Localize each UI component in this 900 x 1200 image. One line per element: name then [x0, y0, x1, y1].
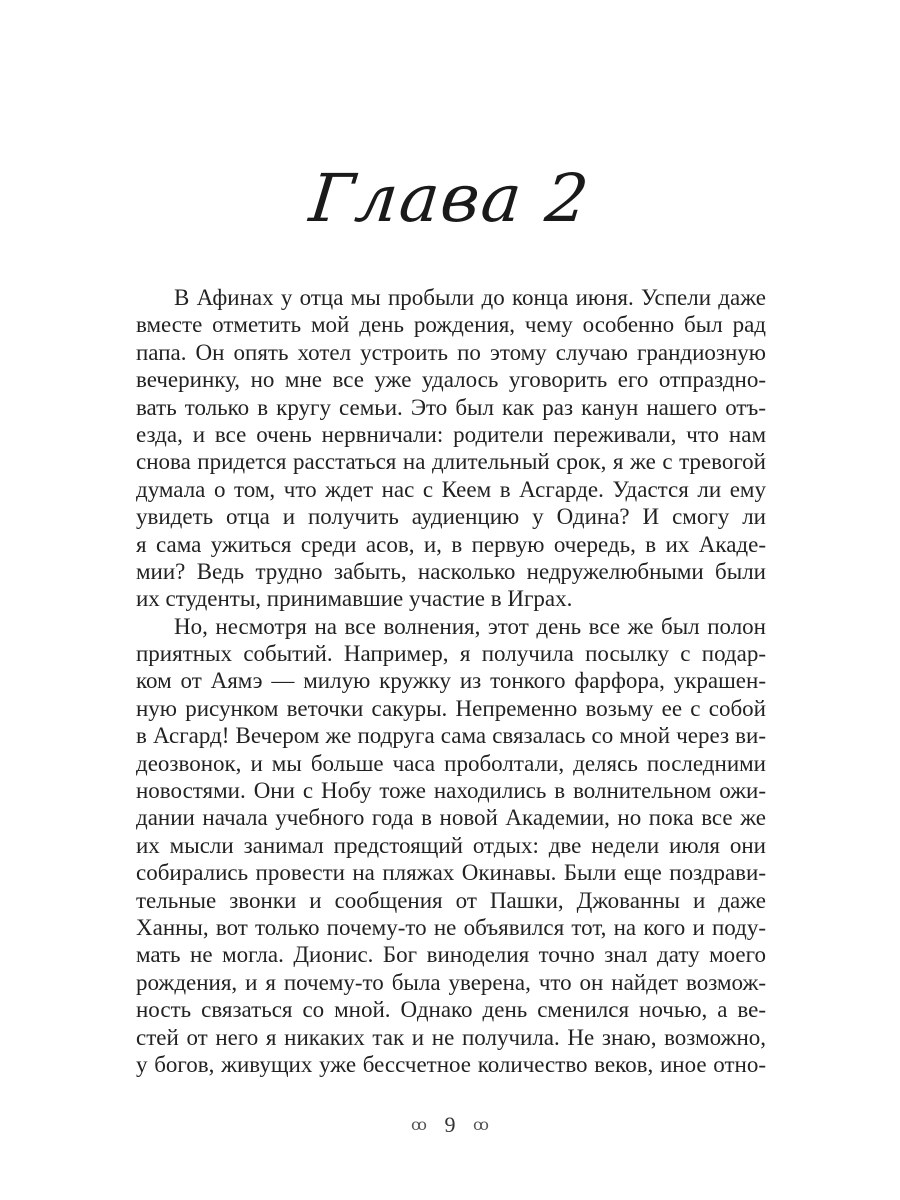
- text-line: вать только в кругу семьи. Это был как раз канун нашего отъ-: [136, 394, 766, 420]
- text-line: В Афинах у отца мы пробыли до конца июня. Успели даже: [174, 285, 766, 310]
- text-line: Ханны, вот только почему-то не объявился тот, на кого и поду-: [136, 914, 766, 940]
- text-line: ную рисунком веточки сакуры. Непременно возьму ее с собой: [136, 695, 766, 721]
- chapter-title: Глава 2: [306, 160, 594, 237]
- text-line: снова придется расстаться на длительный срок, я же с тревогой: [136, 449, 766, 475]
- text-line: я сама ужиться среди асов, и, в первую очередь, в их Акаде-: [136, 531, 766, 557]
- text-line: новостями. Они с Нобу тоже находились в волнительном ожи-: [136, 778, 766, 804]
- text-line: думала о том, что ждет нас с Кеем в Асгарде. Удастся ли ему: [136, 476, 766, 502]
- text-line: в Асгард! Вечером же подруга сама связалась со мной через ви-: [136, 723, 766, 749]
- text-line: их мысли занимал предстоящий отдых: две недели июля они: [136, 832, 766, 858]
- text-line: тельные звонки и сообщения от Пашки, Джованны и даже: [136, 887, 766, 913]
- page-footer: [0, 1110, 900, 1138]
- text-line: Но, несмотря на все волнения, этот день все же был полон: [174, 613, 766, 639]
- text-line: стей от него я никаких так и не получила. Не знаю, возможно,: [136, 1024, 766, 1050]
- text-line: езда, и все очень нервничали: родители переживали, что нам: [136, 421, 766, 447]
- ornament-right-icon: ꝏ: [473, 1116, 489, 1134]
- text-line: мать не могла. Дионис. Бог виноделия точно знал дату моего: [136, 942, 766, 968]
- chapter-body: [136, 284, 766, 1078]
- paragraph-1: [136, 284, 766, 613]
- text-line: папа. Он опять хотел устроить по этому случаю грандиозную: [136, 339, 766, 365]
- text-line: собирались провести на пляжах Окинавы. Были еще поздрави-: [136, 860, 766, 886]
- text-line: мии? Ведь трудно забыть, насколько недружелюбными были: [136, 558, 766, 584]
- ornament-left-icon: ꝏ: [411, 1116, 427, 1134]
- text-line: вместе отметить мой день рождения, чему особенно был рад: [136, 312, 766, 338]
- text-line: ком от Аямэ — милую кружку из тонкого фарфора, украшен-: [136, 668, 766, 694]
- page-number: 9: [444, 1111, 456, 1137]
- text-line: рождения, и я почему-то была уверена, что он найдет возмож-: [136, 969, 766, 995]
- text-line: их студенты, принимавшие участие в Играх.: [136, 586, 573, 612]
- text-line: приятных событий. Например, я получила посылку с подар-: [136, 641, 766, 667]
- text-line: деозвонок, и мы больше часа проболтали, делясь последними: [136, 750, 766, 776]
- text-line: ность связаться со мной. Однако день сменился ночью, а ве-: [136, 997, 766, 1023]
- text-line: дании начала учебного года в новой Академии, но пока все же: [136, 805, 766, 831]
- text-line: вечеринку, но мне все уже удалось уговорить его отпраздно-: [136, 367, 766, 393]
- paragraph-2: [136, 613, 766, 1079]
- text-line: увидеть отца и получить аудиенцию у Одина? И смогу ли: [136, 504, 766, 530]
- text-line: у богов, живущих уже бессчетное количество веков, иное отно-: [136, 1051, 766, 1077]
